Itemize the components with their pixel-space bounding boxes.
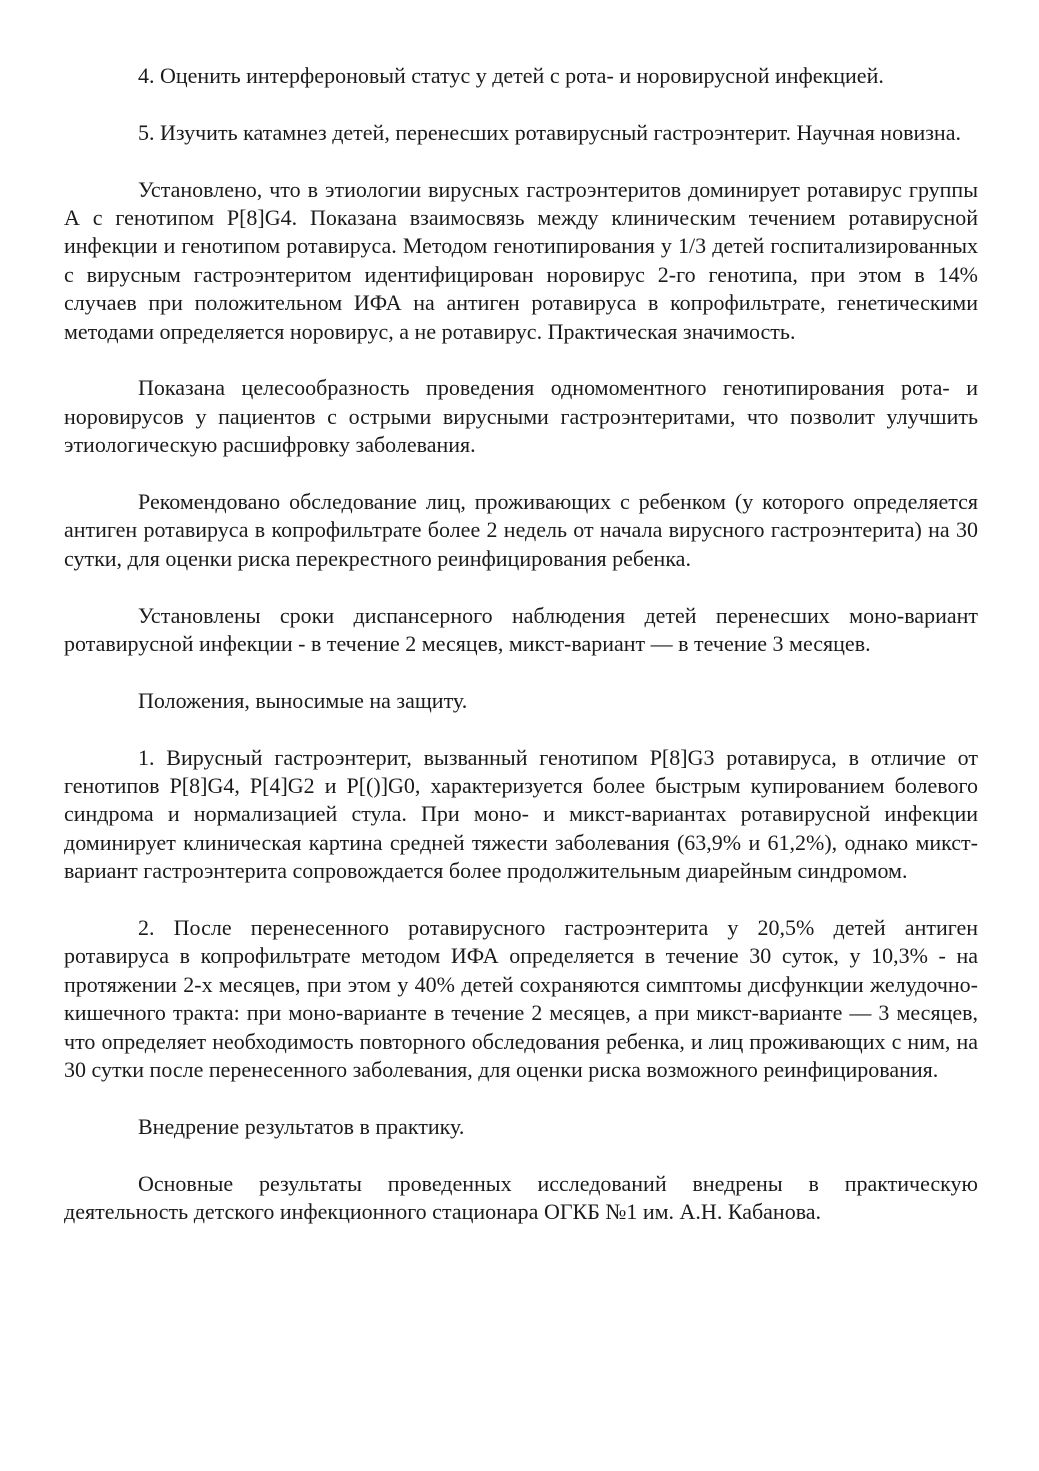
paragraph-recommendation: Рекомендовано обследование лиц, проживающих с ребенком (у которого определяется антиген ротавируса в копрофильтрате более 2 недель от начала вирусного гастроэнтерита) на 30 сутки, для оценки риска перекрестного реинфицирования ребенка. <box>64 489 978 571</box>
paragraph-scientific-novelty: Установлено, что в этиологии вирусных гастроэнтеритов доминирует ротавирус группы А с генотипом P[8]G4. Показана взаимосвязь между клиническим течением ротавирусной инфекции и генотипом ротавируса. Методом генотипирования у 1/3 детей госпитализированных с вирусным гастроэнтеритом идентифицирован норовирус 2-го генотипа, при этом в 14% случаев при положительном ИФА на антиген ротавируса в копрофильтрате, генетическими методами определяется норовирус, а не ротавирус. Практическая значимость. <box>64 176 978 344</box>
paragraph-defense-heading: Положения, выносимые на защиту. <box>138 687 468 713</box>
paragraph-follow-up-terms: Установлены сроки диспансерного наблюдения детей перенесших моно-вариант ротавирусной инфекции - в течение 2 месяцев, микст-вариант — в течение 3 месяцев. <box>64 602 978 657</box>
paragraph-defense-point-1: 1. Вирусный гастроэнтерит, вызванный генотипом P[8]G3 ротавируса, в отличие от генотипов P[8]G4, P[4]G2 и P[()]G0, характеризуется более быстрым купированием болевого синдрома и нормализацией стула. При моно- и микст-вариантах ротавирусной инфекции доминирует клиническая картина средней тяжести заболевания (63,9% и 61,2%), однако микст-вариант гастроэнтерита сопровождается более продолжительным диарейным синдромом. <box>64 744 978 884</box>
document-page <box>64 62 978 1227</box>
paragraph-implementation-heading: Внедрение результатов в практику. <box>138 1113 465 1139</box>
paragraph-implementation: Основные результаты проведенных исследований внедрены в практическую деятельность детского инфекционного стационара ОГКБ №1 им. А.Н. Кабанова. <box>64 1170 978 1225</box>
paragraph-objective-5: 5. Изучить катамнез детей, перенесших ротавирусный гастроэнтерит. Научная новизна. <box>138 119 961 145</box>
paragraph-practical-genotyping: Показана целесообразность проведения одномоментного генотипирования рота- и норовирусов у пациентов с острыми вирусными гастроэнтеритами, что позволит улучшить этиологическую расшифровку заболевания. <box>64 375 978 458</box>
paragraph-objective-4: 4. Оценить интерфероновый статус у детей с рота- и норовирусной инфекцией. <box>138 63 884 88</box>
paragraph-defense-point-2: 2. После перенесенного ротавирусного гастроэнтерита у 20,5% детей антиген ротавируса в копрофильтрате методом ИФА определяется в течение 30 суток, у 10,3% - на протяжении 2-х месяцев, при этом у 40% детей сохраняются симптомы дисфункции желудочно-кишечного тракта: при моно-варианте в течение 2 месяцев, а при микст-варианте — 3 месяцев, что определяет необходимость повторного обследования ребенка, и лиц проживающих с ним, на 30 сутки после перенесенного заболевания, для оценки риска возможного реинфицирования. <box>64 915 978 1083</box>
